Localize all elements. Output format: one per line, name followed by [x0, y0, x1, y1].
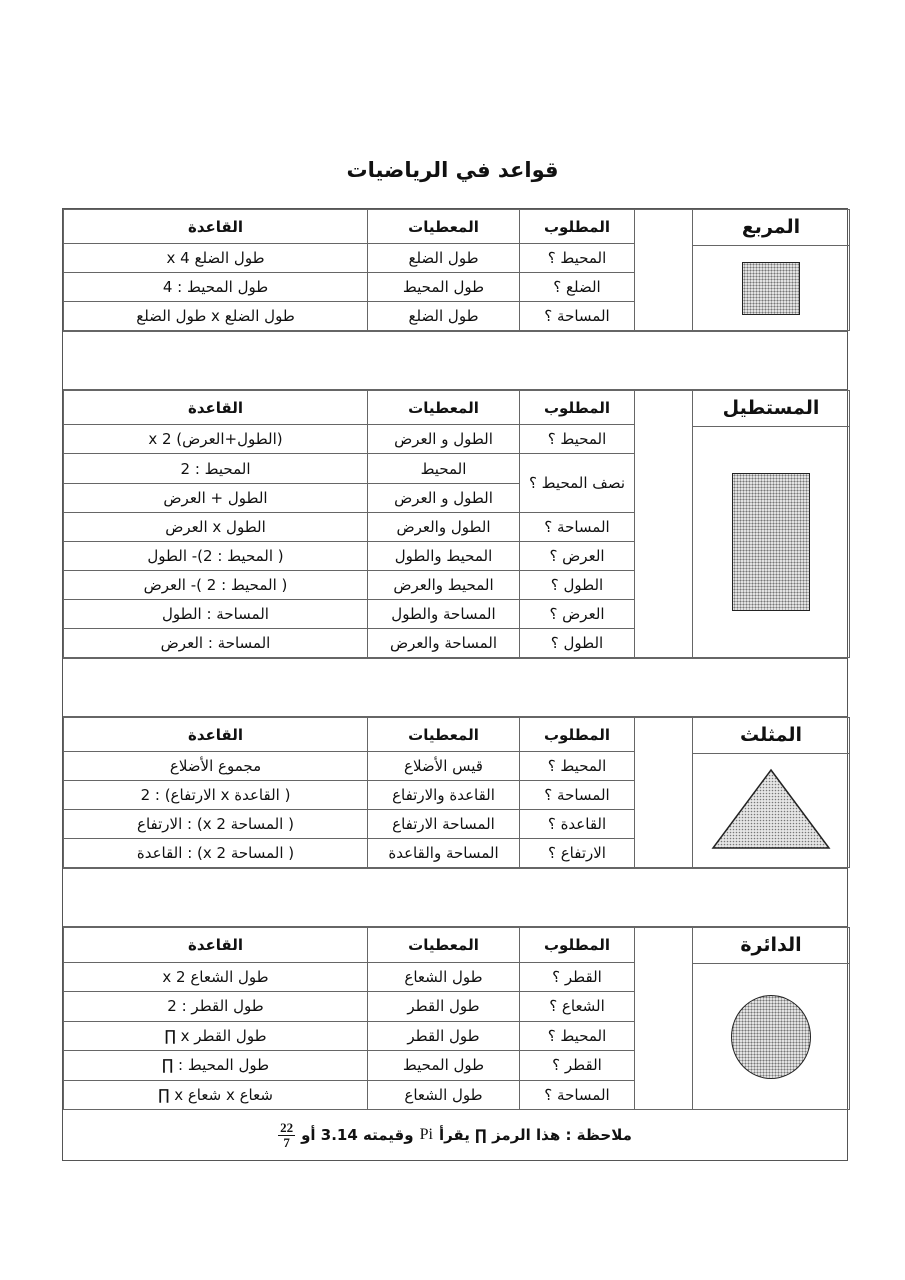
page-title: قواعد في الرياضيات — [346, 158, 559, 182]
formula-cell: طول الضلع x 4 — [64, 244, 368, 273]
givens-cell: المساحة والقاعدة — [368, 839, 520, 868]
required-cell: الضلع ؟ — [520, 273, 635, 302]
sections-container — [63, 209, 847, 1110]
required-cell: المحيط ؟ — [520, 244, 635, 273]
formula-cell: المساحة : العرض — [64, 629, 368, 658]
givens-cell: المساحة الارتفاع — [368, 810, 520, 839]
required-cell: المساحة ؟ — [520, 781, 635, 810]
frac-numerator: 22 — [280, 1119, 294, 1135]
header-givens: المعطيات — [368, 391, 520, 425]
frac-denominator: 7 — [283, 1134, 290, 1150]
required-cell: القاعدة ؟ — [520, 810, 635, 839]
required-cell: الطول ؟ — [520, 571, 635, 600]
required-cell: المساحة ؟ — [520, 1080, 635, 1110]
shape-cell — [693, 928, 850, 1110]
empty-column — [635, 928, 693, 1110]
shape-cell — [693, 391, 850, 658]
givens-cell: المحيط والطول — [368, 542, 520, 571]
header-required: المطلوب — [520, 391, 635, 425]
formula-cell: المساحة : الطول — [64, 600, 368, 629]
givens-cell: طول المحيط — [368, 1051, 520, 1080]
formula-cell: ( القاعدة x الارتفاع) : 2 — [64, 781, 368, 810]
pi-note — [63, 1110, 847, 1161]
givens-cell: المساحة والعرض — [368, 629, 520, 658]
rules-table — [62, 208, 848, 1161]
required-cell: القطر ؟ — [520, 962, 635, 991]
givens-cell: الطول و العرض — [368, 484, 520, 513]
header-required: المطلوب — [520, 210, 635, 244]
empty-column — [635, 391, 693, 658]
givens-cell: القاعدة والارتفاع — [368, 781, 520, 810]
givens-cell: طول القطر — [368, 1021, 520, 1050]
givens-cell: طول الشعاع — [368, 962, 520, 991]
rectangle-shape-icon — [732, 473, 810, 611]
shape-area — [693, 427, 849, 657]
required-cell: المحيط ؟ — [520, 752, 635, 781]
givens-cell: الطول و العرض — [368, 425, 520, 454]
shape-area — [693, 964, 849, 1109]
givens-cell: المساحة والطول — [368, 600, 520, 629]
formula-cell: المحيط : 2 — [64, 454, 368, 484]
header-formula: القاعدة — [64, 928, 368, 963]
formula-cell: (الطول+العرض) x 2 — [64, 425, 368, 454]
formula-cell: مجموع الأضلاع — [64, 752, 368, 781]
shape-area — [693, 246, 849, 330]
formula-cell: شعاع x شعاع x ∏ — [64, 1080, 368, 1110]
formula-cell: طول القطر : 2 — [64, 992, 368, 1021]
header-formula: القاعدة — [64, 718, 368, 752]
givens-cell: قيس الأضلاع — [368, 752, 520, 781]
required-cell: العرض ؟ — [520, 600, 635, 629]
required-cell: العرض ؟ — [520, 542, 635, 571]
required-cell: القطر ؟ — [520, 1051, 635, 1080]
formula-cell: ( المساحة x 2) : القاعدة — [64, 839, 368, 868]
shape-name: المربع — [693, 210, 849, 246]
triangle-shape-icon — [711, 768, 831, 854]
shape-cell — [693, 210, 850, 331]
required-cell: الارتفاع ؟ — [520, 839, 635, 868]
formula-cell: الطول + العرض — [64, 484, 368, 513]
givens-cell: طول القطر — [368, 992, 520, 1021]
fraction-22-7 — [278, 1121, 295, 1150]
empty-column — [635, 718, 693, 868]
header-givens: المعطيات — [368, 718, 520, 752]
shape-name: المستطيل — [693, 391, 849, 427]
formula-cell: ( المساحة x 2) : الارتفاع — [64, 810, 368, 839]
formula-cell: طول المحيط : 4 — [64, 273, 368, 302]
header-formula: القاعدة — [64, 391, 368, 425]
required-cell: الطول ؟ — [520, 629, 635, 658]
section-spacer — [63, 331, 847, 390]
header-givens: المعطيات — [368, 928, 520, 963]
formula-cell: طول الشعاع x 2 — [64, 962, 368, 991]
required-cell: المحيط ؟ — [520, 1021, 635, 1050]
required-cell: المساحة ؟ — [520, 513, 635, 542]
givens-cell: المحيط والعرض — [368, 571, 520, 600]
required-cell: المحيط ؟ — [520, 425, 635, 454]
formula-cell: طول الضلع x طول الضلع — [64, 302, 368, 331]
givens-cell: طول المحيط — [368, 273, 520, 302]
shape-area — [693, 754, 849, 867]
note-pi: Pi — [419, 1126, 433, 1143]
header-required: المطلوب — [520, 928, 635, 963]
header-givens: المعطيات — [368, 210, 520, 244]
square-shape-icon — [742, 262, 800, 315]
required-cell: الشعاع ؟ — [520, 992, 635, 1021]
formula-cell: طول القطر x ∏ — [64, 1021, 368, 1050]
required-cell: المساحة ؟ — [520, 302, 635, 331]
section-square — [63, 209, 850, 331]
givens-cell: طول الضلع — [368, 244, 520, 273]
required-cell: نصف المحيط ؟ — [520, 454, 635, 513]
note-prefix: ملاحظة : هذا الرمز ∏ يقرأ — [438, 1126, 632, 1144]
section-spacer — [63, 868, 847, 927]
circle-shape-icon — [731, 995, 811, 1079]
givens-cell: طول الشعاع — [368, 1080, 520, 1110]
formula-cell: طول المحيط : ∏ — [64, 1051, 368, 1080]
formula-cell: ( المحيط : 2)- الطول — [64, 542, 368, 571]
givens-cell: الطول والعرض — [368, 513, 520, 542]
shape-cell — [693, 718, 850, 868]
empty-column — [635, 210, 693, 331]
shape-name: المثلث — [693, 718, 849, 754]
note-value: وقيمته 3.14 أو — [301, 1126, 414, 1144]
header-required: المطلوب — [520, 718, 635, 752]
givens-cell: المحيط — [368, 454, 520, 484]
section-circle — [63, 927, 850, 1110]
section-triangle — [63, 717, 850, 868]
formula-cell: الطول x العرض — [64, 513, 368, 542]
formula-cell: ( المحيط : 2 )- العرض — [64, 571, 368, 600]
section-spacer — [63, 658, 847, 717]
section-rectangle — [63, 390, 850, 658]
header-formula: القاعدة — [64, 210, 368, 244]
shape-name: الدائرة — [693, 928, 849, 964]
givens-cell: طول الضلع — [368, 302, 520, 331]
